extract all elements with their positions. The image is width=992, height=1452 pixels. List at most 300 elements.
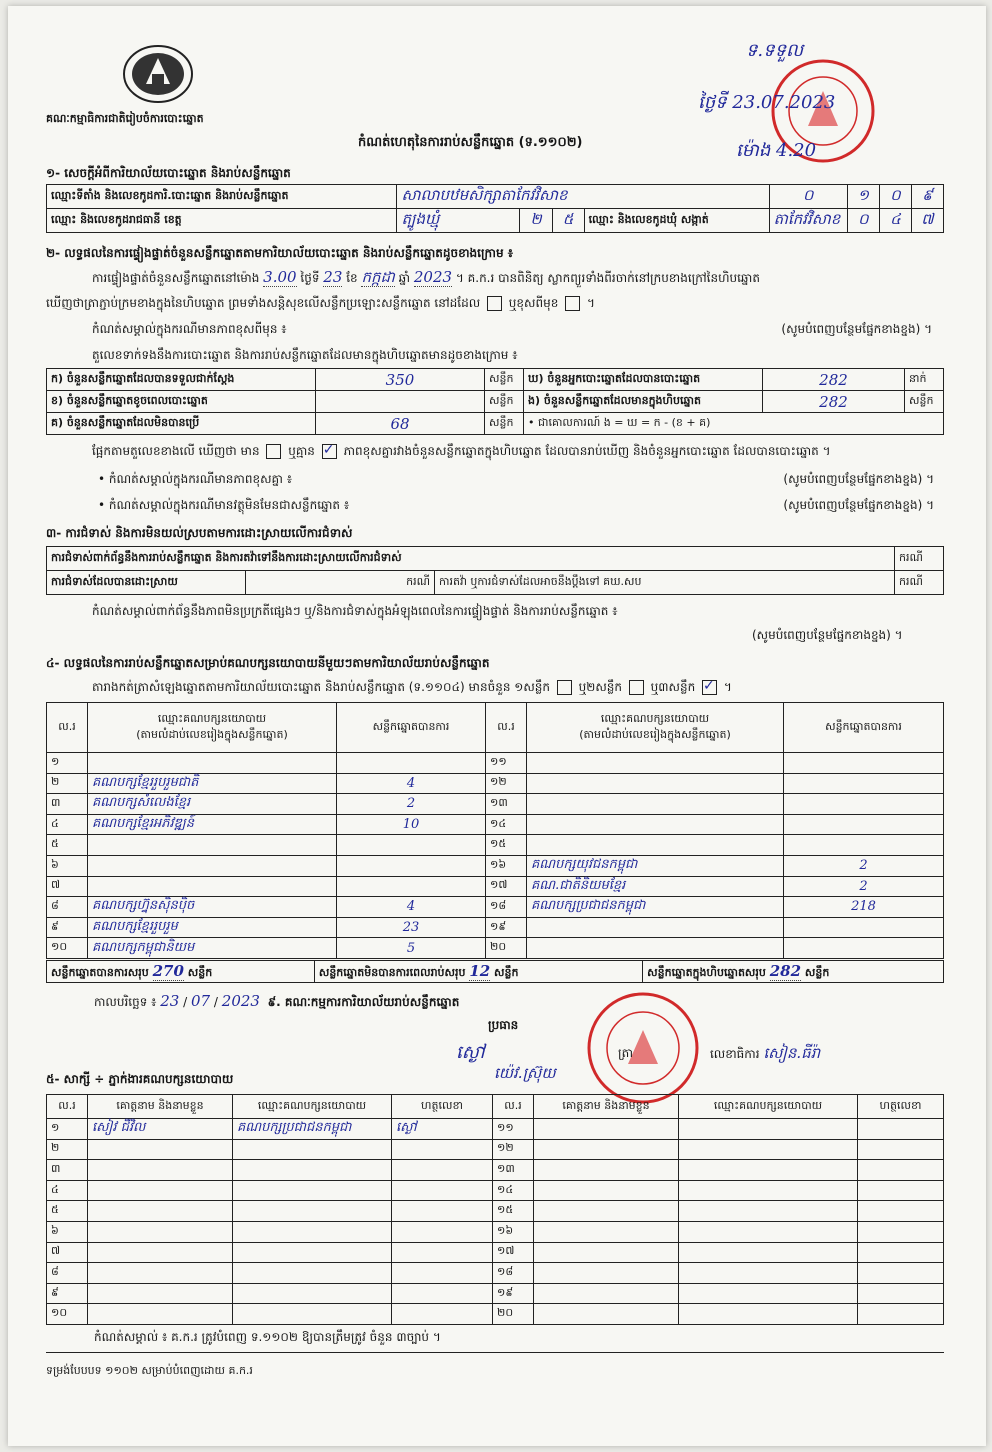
party-name bbox=[88, 876, 337, 897]
witness-no: ១២ bbox=[493, 1139, 534, 1160]
objection-row1: ការជំទាស់ពាក់ព័ន្ធនឹងការរាប់សន្លឹកឆ្នោត និងការតវ៉ាទៅនឹងការដោះស្រាយលើការជំទាស់ bbox=[47, 547, 895, 571]
tally-intro-b: ឬ២សន្លឹក bbox=[578, 680, 623, 694]
row-no: ១៦ bbox=[486, 855, 527, 876]
table-row bbox=[47, 855, 944, 876]
witness-no: ៩ bbox=[47, 1283, 88, 1304]
results-table bbox=[46, 702, 944, 959]
compare-none-checkbox[interactable]: ✓ bbox=[322, 444, 337, 459]
total-valid-label: សន្លឹកឆ្នោតបានការសរុប bbox=[51, 965, 149, 979]
station-code-4: ៩ bbox=[911, 185, 943, 209]
witness-sign bbox=[392, 1304, 493, 1325]
results-body bbox=[47, 753, 944, 959]
witness-name bbox=[534, 1180, 679, 1201]
witness-no: ៧ bbox=[47, 1242, 88, 1263]
witness-no: ២ bbox=[47, 1139, 88, 1160]
witness-sign bbox=[858, 1221, 944, 1242]
compare-line bbox=[92, 444, 831, 459]
ngo-label: ង) ចំនួនសន្លឹកឆ្នោតដែលមានក្នុងហិបឆ្នោត bbox=[524, 391, 763, 413]
witness-party bbox=[679, 1221, 858, 1242]
witness-name bbox=[534, 1160, 679, 1181]
total-valid bbox=[47, 961, 315, 983]
row-no: ១២ bbox=[486, 773, 527, 794]
witness-name bbox=[534, 1263, 679, 1284]
witness-sign bbox=[392, 1160, 493, 1181]
date-year: 2023 bbox=[221, 992, 260, 1010]
table-row bbox=[47, 1221, 944, 1242]
witness-no: ១៩ bbox=[493, 1283, 534, 1304]
col-no-left: ល.រ bbox=[47, 703, 88, 753]
witness-sign bbox=[858, 1139, 944, 1160]
total-box-value: 282 bbox=[769, 961, 802, 980]
note-diff-line bbox=[98, 472, 934, 486]
ngo-value: 282 bbox=[763, 391, 905, 413]
witness-party bbox=[679, 1160, 858, 1181]
tally-intro-text: តារាងកត់ត្រាសំឡេងឆ្នោតតាមការិយាល័យបោះឆ្នោត និងរាប់សន្លឹកឆ្នោត (ទ.១១០៤) មានចំនួន ១សន្លឹក bbox=[92, 680, 550, 694]
note-diff-fill: (សូមបំពេញបន្ថែមផ្នែកខាងខ្នង) ។ bbox=[783, 472, 934, 486]
seal-line: ឃើញថាត្រាភ្ជាប់ក្រមខាងក្នុងនៃហិបឆ្នោត ព្រមទាំងសន្តិសុខលើសន្លឹកប្រឡោះសន្លឹកឆ្នោត នៅដដែល ឬខុសពីមុខ ។ bbox=[46, 296, 595, 310]
witness-sign bbox=[858, 1119, 944, 1140]
date-day: 23 bbox=[160, 992, 180, 1010]
party-name: គណបក្សសំលេងខ្មែរ bbox=[88, 794, 337, 815]
station-code-3: ០ bbox=[879, 185, 911, 209]
verify-line bbox=[92, 270, 760, 285]
witness-no: ១៥ bbox=[493, 1201, 534, 1222]
table-row bbox=[47, 814, 944, 835]
witness-sign bbox=[858, 1304, 944, 1325]
col-no-right: ល.រ bbox=[486, 703, 527, 753]
tally-intro-c: ឬ៣សន្លឹក bbox=[650, 680, 696, 694]
verify-text-b: ថ្ងៃទី bbox=[300, 271, 320, 285]
table-row bbox=[47, 1119, 944, 1140]
witness-party bbox=[233, 1139, 392, 1160]
table-row bbox=[47, 1304, 944, 1325]
station-value: សាលាបឋមសិក្សាតាកែវវិសាខ bbox=[397, 185, 769, 209]
station-label: ឈ្មោះទីតាំង និងលេខកូដការិ.បោះឆ្នោត និងរាប់សន្លឹកឆ្នោត bbox=[47, 185, 397, 209]
objection-case-3: ករណី bbox=[895, 571, 944, 595]
party-name bbox=[527, 753, 784, 774]
table-row bbox=[47, 917, 944, 938]
witness-no: ១ bbox=[47, 1119, 88, 1140]
table-row bbox=[47, 1263, 944, 1284]
province-code-2: ៥ bbox=[552, 209, 584, 233]
witness-no: ១៨ bbox=[493, 1263, 534, 1284]
row-no: ៧ bbox=[47, 876, 88, 897]
station-code-1: ០ bbox=[769, 185, 847, 209]
w-col-no-left: ល.រ bbox=[47, 1095, 88, 1119]
table-row bbox=[47, 1242, 944, 1263]
party-votes bbox=[784, 773, 944, 794]
witness-no: ១១ bbox=[493, 1119, 534, 1140]
verify-text-d: ឆ្នាំ bbox=[398, 271, 411, 285]
seal-same-checkbox[interactable] bbox=[487, 296, 502, 311]
note-diff-label: • កំណត់សម្គាល់ក្នុងករណីមានភាពខុសគ្នា ៖ bbox=[98, 472, 293, 486]
total-invalid-value: 12 bbox=[469, 961, 491, 980]
col-party-right-sub: (តាមលំដាប់លេខរៀងក្នុងសន្លឹកឆ្នោត) bbox=[579, 727, 731, 741]
party-votes: 2 bbox=[784, 855, 944, 876]
party-votes: 2 bbox=[784, 876, 944, 897]
chair-signature: ស្ងៅ bbox=[456, 1042, 485, 1063]
commune-code-2: ៤ bbox=[879, 209, 911, 233]
witness-sign bbox=[392, 1263, 493, 1284]
table-row bbox=[47, 897, 944, 918]
row-no: ១៣ bbox=[486, 794, 527, 815]
receipt-line3: ម៉ោង 4.20 bbox=[736, 140, 817, 161]
verify-text-e: ។ គ.ក.រ បានពិនិត្យ ស្លាកព្យួរទាំងពីរចាក់នៅក្របខាងក្រៅនៃហិបឆ្នោត bbox=[455, 271, 760, 285]
witness-no: ១០ bbox=[47, 1304, 88, 1325]
date-label: កាលបរិច្ឆេទ ៖ bbox=[94, 995, 157, 1009]
ko-value: 68 bbox=[316, 413, 485, 435]
party-votes bbox=[784, 753, 944, 774]
table-row bbox=[47, 753, 944, 774]
w-col-name-left: គោត្តនាម និងនាមខ្លួន bbox=[88, 1095, 233, 1119]
witness-name bbox=[534, 1119, 679, 1140]
witness-party bbox=[233, 1304, 392, 1325]
party-name: គណបក្សហ្វ៊ុនស៊ិនប៉ិច bbox=[88, 897, 337, 918]
verify-time: 3.00 bbox=[263, 268, 297, 286]
secretary-label: លេខាធិការ bbox=[710, 1047, 760, 1061]
row-no: ៨ bbox=[47, 897, 88, 918]
witness-no: ១៤ bbox=[493, 1180, 534, 1201]
table-row bbox=[47, 1201, 944, 1222]
witness-name bbox=[534, 1304, 679, 1325]
witness-name bbox=[534, 1201, 679, 1222]
witness-name bbox=[88, 1221, 233, 1242]
footer-text: ទម្រង់បែបបទ ១១០២ សម្រាប់បំពេញដោយ គ.ក.រ bbox=[46, 1364, 253, 1377]
witness-table bbox=[46, 1094, 944, 1325]
nec-emblem-icon bbox=[122, 44, 194, 104]
party-votes bbox=[337, 753, 486, 774]
witness-party bbox=[679, 1242, 858, 1263]
receipt-line2: ថ្ងៃទី 23.07.2023 bbox=[698, 92, 836, 113]
witness-sign bbox=[858, 1263, 944, 1284]
seal-text-b: ឬខុសពីមុខ bbox=[508, 296, 559, 310]
tally-2-checkbox[interactable] bbox=[629, 680, 644, 695]
witness-party bbox=[233, 1160, 392, 1181]
org-name: គណៈកម្មាធិការជាតិរៀបចំការបោះឆ្នោត bbox=[46, 112, 204, 125]
chair-label: ប្រធាន bbox=[488, 1018, 519, 1032]
witness-name bbox=[534, 1221, 679, 1242]
row-no: ១៨ bbox=[486, 897, 527, 918]
total-box bbox=[643, 961, 944, 983]
table-row bbox=[47, 835, 944, 856]
secretary-signature: សៀន.ធីរ៉ា bbox=[763, 1044, 821, 1062]
witness-sign: ស្ងៅ bbox=[392, 1119, 493, 1140]
witness-sign bbox=[858, 1242, 944, 1263]
witness-name: សៀវ ជីវិល bbox=[88, 1119, 233, 1140]
verify-day: 23 bbox=[323, 268, 343, 286]
witness-name bbox=[88, 1304, 233, 1325]
witness-sign bbox=[392, 1139, 493, 1160]
row-no: ១០ bbox=[47, 938, 88, 959]
witness-party bbox=[679, 1119, 858, 1140]
witness-name bbox=[88, 1283, 233, 1304]
party-votes bbox=[784, 938, 944, 959]
witness-no: ២០ bbox=[493, 1304, 534, 1325]
row-no: ៥ bbox=[47, 835, 88, 856]
witness-no: ៣ bbox=[47, 1160, 88, 1181]
witness-no: ៤ bbox=[47, 1180, 88, 1201]
party-name bbox=[527, 794, 784, 815]
secretary-line bbox=[710, 1046, 820, 1061]
col-votes-left: សន្លឹកឆ្នោតបានការ bbox=[337, 703, 486, 753]
objection-resolved: ការជំទាស់ដែលបានដោះស្រាយ bbox=[47, 571, 246, 595]
witness-name bbox=[88, 1160, 233, 1181]
witness-no: ១៦ bbox=[493, 1221, 534, 1242]
figures-intro: តួលេខទាក់ទងនឹងការបោះឆ្នោត និងការរាប់សន្លឹកឆ្នោតដែលមានក្នុងហិបឆ្នោតមានដូចខាងក្រោម ៖ bbox=[92, 348, 518, 362]
party-votes bbox=[337, 876, 486, 897]
section3-note: កំណត់សម្គាល់ពាក់ព័ន្ធនឹងភាពមិនប្រក្រតីផ្សេងៗ ឬ/និងការជំទាស់ក្នុងអំឡុងពេលនៃការផ្ទៀងផ្ទាត់ និងការរាប់សន្លឹកឆ្នោត ៖ bbox=[92, 604, 618, 618]
party-votes: 4 bbox=[337, 773, 486, 794]
gho-unit: នាក់ bbox=[905, 369, 944, 391]
party-name: គណបក្សខ្មែររួបរួមជាតិ bbox=[88, 773, 337, 794]
compare-text-b: ឬគ្មាន bbox=[288, 444, 315, 458]
total-valid-value: 270 bbox=[152, 961, 184, 980]
receipt-line1: ទ.ទទួល bbox=[746, 40, 804, 61]
date-month: 07 bbox=[191, 992, 211, 1010]
witness-party bbox=[233, 1283, 392, 1304]
row-no: ៤ bbox=[47, 814, 88, 835]
witness-name bbox=[534, 1139, 679, 1160]
seal-different-checkbox[interactable] bbox=[565, 296, 580, 311]
party-votes bbox=[784, 835, 944, 856]
row-no: ១៧ bbox=[486, 876, 527, 897]
section1-title: ១- សេចក្តីអំពីការិយាល័យបោះឆ្នោត និងរាប់សន្លឹកឆ្នោត bbox=[46, 166, 291, 180]
row-no: ៦ bbox=[47, 855, 88, 876]
party-name bbox=[88, 753, 337, 774]
objection-case-2: ករណី bbox=[246, 571, 435, 595]
w-col-sign-right: ហត្ថលេខា bbox=[858, 1095, 944, 1119]
note-object-line bbox=[98, 498, 934, 512]
tally-3-checkbox[interactable]: ✓ bbox=[702, 680, 717, 695]
witness-no: ១៧ bbox=[493, 1242, 534, 1263]
party-name: គណបក្សខ្មែររួបរួម bbox=[88, 917, 337, 938]
party-votes: 10 bbox=[337, 814, 486, 835]
verify-year: 2023 bbox=[413, 268, 453, 286]
col-party-left-sub: (តាមលំដាប់លេខរៀងក្នុងសន្លឹកឆ្នោត) bbox=[136, 727, 288, 741]
table-row bbox=[47, 773, 944, 794]
ko-unit: សន្លឹក bbox=[485, 413, 524, 435]
col-party-left-title: ឈ្មោះគណបក្សនយោបាយ bbox=[157, 711, 267, 725]
witness-party bbox=[679, 1263, 858, 1284]
party-name: គណ.ជាតិនិយមខ្មែរ bbox=[527, 876, 784, 897]
witness-name bbox=[88, 1242, 233, 1263]
province-value: ត្បូងឃ្មុំ bbox=[397, 209, 520, 233]
objection-case-1: ករណី bbox=[895, 547, 944, 571]
witness-sign bbox=[858, 1283, 944, 1304]
party-name: គណបក្សកម្ពុជានិយម bbox=[88, 938, 337, 959]
tally-1-checkbox[interactable] bbox=[557, 680, 572, 695]
party-votes bbox=[337, 855, 486, 876]
tally-intro: តារាងកត់ត្រាសំឡេងឆ្នោតតាមការិយាល័យបោះឆ្នោត និងរាប់សន្លឹកឆ្នោត (ទ.១១០៤) មានចំនួន ១សន្លឹក ឬ២សន្លឹក ឬ៣សន្លឹក ✓ ។ bbox=[92, 678, 732, 694]
witness-name bbox=[534, 1283, 679, 1304]
diff-note-fill: (សូមបំពេញបន្ថែមផ្នែកខាងខ្នង) ។ bbox=[781, 322, 932, 336]
ko-label: គ) ចំនួនសន្លឹកឆ្នោតដែលមិនបានប្រើ bbox=[47, 413, 316, 435]
witness-no: ៥ bbox=[47, 1201, 88, 1222]
w-col-party-right: ឈ្មោះគណបក្សនយោបាយ bbox=[679, 1095, 858, 1119]
footer-divider bbox=[46, 1352, 944, 1353]
col-party-right-title: ឈ្មោះគណបក្សនយោបាយ bbox=[600, 711, 710, 725]
witness-sign bbox=[392, 1201, 493, 1222]
party-name bbox=[88, 855, 337, 876]
verify-text-c: ខែ bbox=[346, 271, 358, 285]
section3-title: ៣- ការជំទាស់ និងការមិនយល់ស្របតាមការដោះស្រាយលើការជំទាស់ bbox=[46, 526, 353, 540]
party-votes bbox=[784, 794, 944, 815]
section3-table bbox=[46, 546, 944, 595]
table-row bbox=[47, 938, 944, 959]
section1-table bbox=[46, 184, 944, 233]
table-row bbox=[47, 794, 944, 815]
witness-name bbox=[534, 1242, 679, 1263]
total-box-unit: សន្លឹក bbox=[804, 965, 830, 979]
total-box-label: សន្លឹកឆ្នោតក្នុងហិបឆ្នោតសរុប bbox=[647, 965, 766, 979]
table-row bbox=[47, 1283, 944, 1304]
party-votes bbox=[337, 835, 486, 856]
witness-party bbox=[679, 1283, 858, 1304]
row-no: ១៩ bbox=[486, 917, 527, 938]
total-invalid bbox=[314, 961, 642, 983]
party-votes bbox=[784, 814, 944, 835]
kha-value bbox=[316, 391, 485, 413]
diff-note-line bbox=[92, 322, 932, 336]
witness-no: ១៣ bbox=[493, 1160, 534, 1181]
row-no: ២០ bbox=[486, 938, 527, 959]
witness-party bbox=[679, 1139, 858, 1160]
ka-value: 350 bbox=[316, 369, 485, 391]
witness-party bbox=[679, 1304, 858, 1325]
row-no: ៣ bbox=[47, 794, 88, 815]
party-name: គណបក្សយុវជនកម្ពុជា bbox=[527, 855, 784, 876]
witness-party bbox=[233, 1180, 392, 1201]
col-party-left bbox=[88, 703, 337, 753]
commission-label: ៩. គណៈកម្មការការិយាល័យរាប់សន្លឹកឆ្នោត bbox=[267, 995, 460, 1009]
w-col-party-left: ឈ្មោះគណបក្សនយោបាយ bbox=[233, 1095, 392, 1119]
witness-sign bbox=[392, 1221, 493, 1242]
witness-body bbox=[47, 1119, 944, 1325]
witness-name bbox=[88, 1180, 233, 1201]
commune-value: តាកែវវិសាខ bbox=[769, 209, 847, 233]
section2-title: ២- លទ្ធផលនៃការផ្ទៀងផ្ទាត់ចំនួនសន្លឹកឆ្នោតតាមការិយាល័យបោះឆ្នោត និងរាប់សន្លឹកឆ្នោតដូចខាងក្រោម ៖ bbox=[46, 246, 514, 260]
witness-party bbox=[679, 1201, 858, 1222]
party-votes bbox=[784, 917, 944, 938]
gho-value: 282 bbox=[763, 369, 905, 391]
commune-code-1: ០ bbox=[847, 209, 879, 233]
party-name bbox=[527, 773, 784, 794]
gho-label: ឃ) ចំនួនអ្នកបោះឆ្នោតដែលបានបោះឆ្នោត bbox=[524, 369, 763, 391]
witness-sign bbox=[392, 1242, 493, 1263]
party-name bbox=[88, 835, 337, 856]
witness-party bbox=[233, 1221, 392, 1242]
witness-party bbox=[233, 1201, 392, 1222]
province-label: ឈ្មោះ និងលេខកូដរាជធានី ខេត្ត bbox=[47, 209, 397, 233]
ngo-unit: សន្លឹក bbox=[905, 391, 944, 413]
col-votes-right: សន្លឹកឆ្នោតបានការ bbox=[784, 703, 944, 753]
kha-unit: សន្លឹក bbox=[485, 391, 524, 413]
row-no: ២ bbox=[47, 773, 88, 794]
witness-sign bbox=[392, 1180, 493, 1201]
compare-text-a: ផ្អែកតាមតួលេខខាងលើ ឃើញថា មាន bbox=[92, 444, 260, 458]
witness-no: ៨ bbox=[47, 1263, 88, 1284]
totals-table bbox=[46, 960, 944, 983]
form-sheet bbox=[8, 6, 986, 1446]
party-name bbox=[527, 814, 784, 835]
verify-month: កក្កដា bbox=[361, 268, 395, 286]
row-no: ១៤ bbox=[486, 814, 527, 835]
commune-label: ឈ្មោះ និងលេខកូដឃុំ សង្កាត់ bbox=[584, 209, 769, 233]
witness-party: គណបក្សប្រជាជនកម្ពុជា bbox=[233, 1119, 392, 1140]
col-party-right bbox=[527, 703, 784, 753]
seal-text: ឃើញថាត្រាភ្ជាប់ក្រមខាងក្នុងនៃហិបឆ្នោត ព្រមទាំងសន្តិសុខលើសន្លឹកប្រឡោះសន្លឹកឆ្នោត នៅដដែល bbox=[46, 296, 481, 310]
row-no: ១១ bbox=[486, 753, 527, 774]
witness-sign bbox=[858, 1160, 944, 1181]
province-code-1: ២ bbox=[520, 209, 552, 233]
kha-label: ខ) ចំនួនសន្លឹកឆ្នោតខូចពេលបោះឆ្នោត bbox=[47, 391, 316, 413]
formula: • ជាគោលការណ៍ ង = ឃ = ក - (ខ + គ) bbox=[524, 413, 944, 435]
total-valid-unit: សន្លឹក bbox=[187, 965, 213, 979]
ka-label: ក) ចំនួនសន្លឹកឆ្នោតដែលបានទទួលជាក់ស្តែង bbox=[47, 369, 316, 391]
note-object-fill: (សូមបំពេញបន្ថែមផ្នែកខាងខ្នង) ។ bbox=[783, 498, 934, 512]
commune-code-3: ៧ bbox=[911, 209, 943, 233]
section3-fill: (សូមបំពេញបន្ថែមផ្នែកខាងខ្នង) ។ bbox=[752, 628, 903, 642]
note-object-label: • កំណត់សម្គាល់ក្នុងករណីមានវត្ថុមិនមែនជាសន្លឹកឆ្នោត ៖ bbox=[98, 498, 350, 512]
row-no: ១៥ bbox=[486, 835, 527, 856]
witness-party bbox=[233, 1242, 392, 1263]
section5-title: ៥- សាក្សី ÷ ភ្នាក់ងារគណបក្សនយោបាយ bbox=[46, 1072, 234, 1086]
party-name: គណបក្សប្រជាជនកម្ពុជា bbox=[527, 897, 784, 918]
diff-note-label: កំណត់សម្គាល់ក្នុងករណីមានភាពខុសពីមុន ៖ bbox=[92, 322, 287, 336]
figures-table bbox=[46, 368, 944, 435]
witness-name bbox=[88, 1139, 233, 1160]
date-line: កាលបរិច្ឆេទ ៖ 23 / 07 / 2023 ៩. គណៈកម្មការការិយាល័យរាប់សន្លឹកឆ្នោត bbox=[94, 992, 460, 1010]
party-name bbox=[527, 835, 784, 856]
witness-party bbox=[679, 1180, 858, 1201]
section5-note: កំណត់សម្គាល់ ៖ គ.ក.រ ត្រូវបំពេញ ទ.១១០២ ឱ្យបានត្រឹមត្រូវ ចំនួន ៣ច្បាប់ ។ bbox=[94, 1330, 441, 1344]
witness-no: ៦ bbox=[47, 1221, 88, 1242]
witness-name bbox=[88, 1263, 233, 1284]
party-name: គណបក្សខ្មែរអភិវឌ្ឍន៍ bbox=[88, 814, 337, 835]
commission-stamp-icon bbox=[582, 990, 704, 1106]
w-col-name-right: គោត្តនាម និងនាមខ្លួន bbox=[534, 1095, 679, 1119]
form-title: កំណត់ហេតុនៃការរាប់សន្លឹកឆ្នោត (ទ.១១០២) bbox=[358, 135, 583, 150]
table-row bbox=[47, 1139, 944, 1160]
party-name bbox=[527, 938, 784, 959]
compare-text-c: ភាពខុសគ្នារវាងចំនួនសន្លឹកឆ្នោតក្នុងហិបឆ្នោត ដែលបានរាប់ឃើញ និងចំនួនអ្នកបោះឆ្នោត ដែលបានបោះឆ្នោត ។ bbox=[343, 444, 831, 458]
stamp-mark: ត្រា bbox=[618, 1046, 633, 1060]
witness-party bbox=[233, 1263, 392, 1284]
witness-sign bbox=[858, 1180, 944, 1201]
compare-have-checkbox[interactable] bbox=[266, 444, 281, 459]
party-votes: 2 bbox=[337, 794, 486, 815]
witness-sign bbox=[858, 1201, 944, 1222]
w-col-sign-left: ហត្ថលេខា bbox=[392, 1095, 493, 1119]
objection-appeal: ការតវ៉ា ឬការជំទាស់ដែលអាចនឹងប្តឹងទៅ គឃ.សប bbox=[435, 571, 895, 595]
total-invalid-label: សន្លឹកឆ្នោតមិនបានការពេលរាប់សរុប bbox=[318, 965, 466, 979]
party-votes: 218 bbox=[784, 897, 944, 918]
witness-sign bbox=[392, 1283, 493, 1304]
row-no: ៩ bbox=[47, 917, 88, 938]
row-no: ១ bbox=[47, 753, 88, 774]
station-code-2: ១ bbox=[847, 185, 879, 209]
party-name bbox=[527, 917, 784, 938]
w-col-no-right: ល.រ bbox=[493, 1095, 534, 1119]
chair-name: យ៉េវ.ស្រ៊ុយ bbox=[494, 1064, 556, 1082]
total-invalid-unit: សន្លឹក bbox=[494, 965, 519, 979]
table-row bbox=[47, 1160, 944, 1181]
ka-unit: សន្លឹក bbox=[485, 369, 524, 391]
party-votes: 5 bbox=[337, 938, 486, 959]
witness-name bbox=[88, 1201, 233, 1222]
table-row bbox=[47, 1180, 944, 1201]
party-votes: 23 bbox=[337, 917, 486, 938]
